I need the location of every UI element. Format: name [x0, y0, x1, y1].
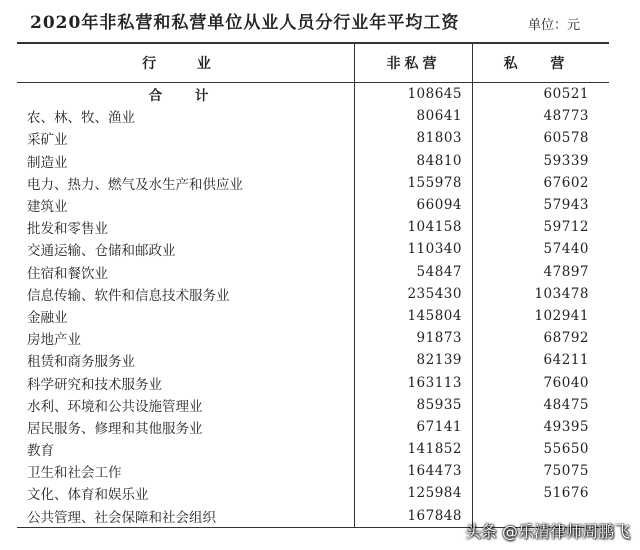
table-row: [17, 327, 609, 349]
cell-industry: 租赁和商务服务业: [17, 349, 355, 371]
cell-industry: 电力、热力、燃气及水生产和供应业: [17, 172, 355, 194]
cell-non-private: 84810: [355, 150, 473, 172]
cell-industry: 文化、体育和娱乐业: [17, 482, 355, 504]
cell-private: 57943: [543, 197, 589, 214]
cell-non-private: 81803: [355, 127, 473, 149]
cell-private: 59712: [543, 219, 589, 236]
cell-private: 76040: [543, 374, 589, 391]
table-row: [17, 438, 609, 460]
cell-non-private: 125984: [355, 482, 473, 504]
cell-private: 60578: [543, 130, 589, 147]
table-body: [17, 83, 609, 527]
cell-industry: 卫生和社会工作: [17, 460, 355, 482]
header-industry: 行 业: [17, 44, 355, 82]
cell-private: 49395: [543, 418, 589, 435]
cell-industry: 居民服务、修理和其他服务业: [17, 416, 355, 438]
table-row: [17, 150, 609, 172]
table-row: [17, 416, 609, 438]
table-row-total: [17, 83, 609, 105]
cell-non-private: 110340: [355, 238, 473, 260]
cell-private: 60521: [543, 86, 589, 103]
cell-non-private: 145804: [355, 305, 473, 327]
cell-non-private: 67141: [355, 416, 473, 438]
cell-industry: 合 计: [17, 83, 355, 105]
table-row: [17, 460, 609, 482]
header-private: 私 营: [503, 56, 579, 72]
unit-label: 单位：元: [528, 18, 581, 33]
cell-private: 47897: [543, 263, 589, 280]
cell-private: 64211: [543, 352, 589, 369]
cell-private: 102941: [534, 307, 589, 324]
cell-industry: 建筑业: [17, 194, 355, 216]
cell-private: 75075: [543, 463, 589, 480]
cell-industry: 公共管理、社会保障和社会组织: [17, 505, 355, 527]
cell-non-private: 155978: [355, 172, 473, 194]
wage-table: [17, 42, 609, 528]
table-row: [17, 394, 609, 416]
table-header: [17, 44, 609, 83]
cell-private: 55650: [543, 441, 589, 458]
cell-non-private: 104158: [355, 216, 473, 238]
table-row: [17, 371, 609, 393]
cell-industry: 教育: [17, 438, 355, 460]
table-row: [17, 238, 609, 260]
cell-industry: 制造业: [17, 150, 355, 172]
cell-private: 68792: [543, 330, 589, 347]
cell-industry: 信息传输、软件和信息技术服务业: [17, 283, 355, 305]
table-row: [17, 172, 609, 194]
cell-non-private: 235430: [355, 283, 473, 305]
cell-non-private: 82139: [355, 349, 473, 371]
cell-industry: 交通运输、仓储和邮政业: [17, 238, 355, 260]
cell-private: 48773: [543, 108, 589, 125]
table-row: [17, 305, 609, 327]
cell-private: 67602: [543, 174, 589, 191]
cell-non-private: 108645: [355, 83, 473, 105]
cell-non-private: 91873: [355, 327, 473, 349]
cell-industry: 住宿和餐饮业: [17, 261, 355, 283]
cell-non-private: 163113: [355, 371, 473, 393]
table-row: [17, 216, 609, 238]
table-row: [17, 349, 609, 371]
cell-non-private: 164473: [355, 460, 473, 482]
cell-industry: 水利、环境和公共设施管理业: [17, 394, 355, 416]
cell-industry: 批发和零售业: [17, 216, 355, 238]
table-row: [17, 261, 609, 283]
watermark: 头条 @乐清律师周鹏飞: [464, 522, 630, 541]
cell-private: 48475: [543, 396, 589, 413]
table-row: [17, 127, 609, 149]
header-non-private: 非私营: [355, 44, 473, 82]
cell-private: 103478: [534, 285, 589, 302]
cell-industry: 农、林、牧、渔业: [17, 105, 355, 127]
cell-non-private: 167848: [355, 505, 473, 527]
cell-industry: 科学研究和技术服务业: [17, 371, 355, 393]
table-row: [17, 482, 609, 504]
cell-non-private: 80641: [355, 105, 473, 127]
cell-private: 59339: [543, 152, 589, 169]
cell-non-private: 85935: [355, 394, 473, 416]
cell-non-private: 141852: [355, 438, 473, 460]
cell-industry: 采矿业: [17, 127, 355, 149]
table-row: [17, 194, 609, 216]
cell-non-private: 66094: [355, 194, 473, 216]
cell-industry: 房地产业: [17, 327, 355, 349]
cell-private: 57440: [543, 241, 589, 258]
cell-industry: 金融业: [17, 305, 355, 327]
cell-private: 51676: [543, 485, 589, 502]
table-row: [17, 105, 609, 127]
page-title: 2020年非私营和私营单位从业人员分行业年平均工资: [30, 13, 460, 33]
table-row: [17, 283, 609, 305]
cell-non-private: 54847: [355, 261, 473, 283]
